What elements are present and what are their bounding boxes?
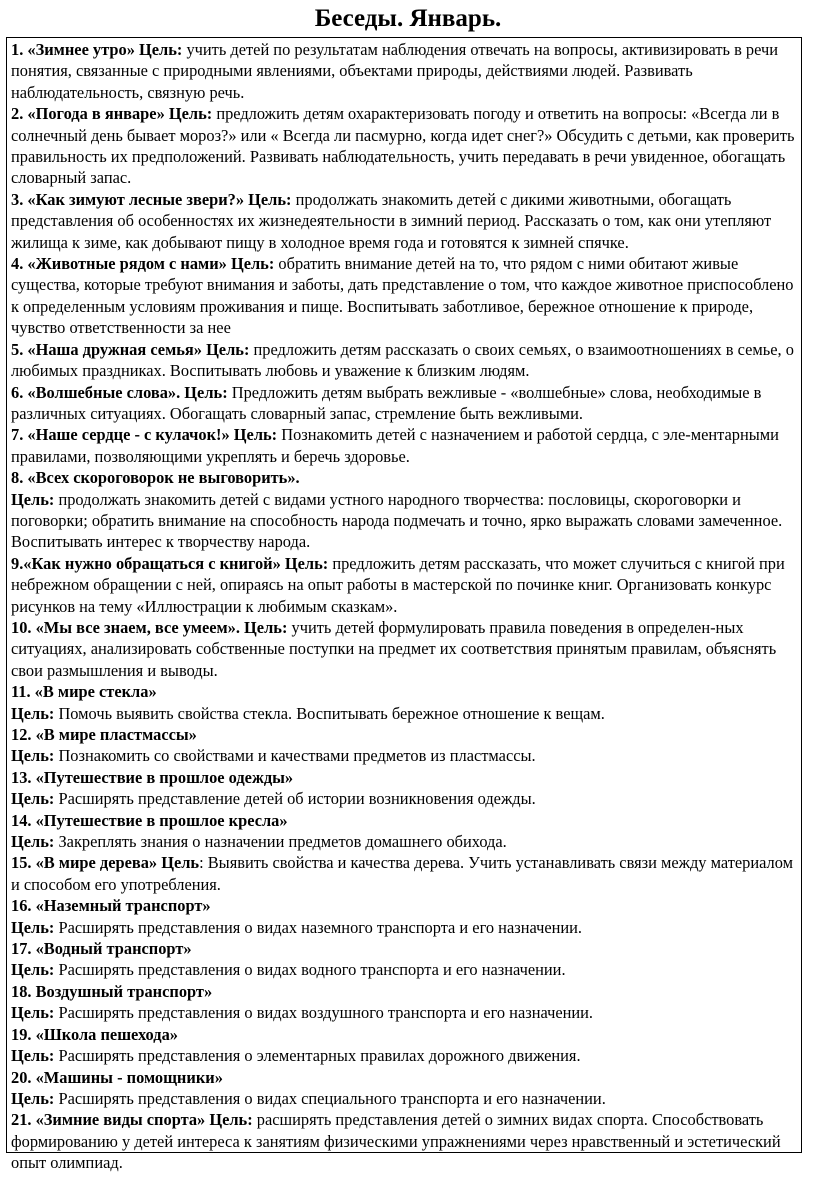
entry-15 [11,852,797,895]
entry-heading: 6. «Волшебные слова». Цель: [11,382,228,402]
entry-heading: 16. «Наземный транспорт» [11,896,211,916]
entry-text: Расширять представление детей об истории возникновения одежды. [54,789,536,809]
entry-12 [11,724,797,767]
entry-heading: 8. «Всех скороговорок не выговорить». [11,468,300,488]
entry-text: Познакомить со свойствами и качествами предметов из пластмассы. [54,746,536,766]
entry-17 [11,938,797,981]
entry-heading: 7. «Наше сердце - с кулачок!» Цель: [11,425,278,445]
entry-6 [11,382,797,425]
entry-heading: 3. «Как зимуют лесные звери?» Цель: [11,189,292,209]
entry-text: продолжать знакомить детей с дикими животными, обогащать представления об особенностях их жизнедеятельности в зимний период. Рассказать о том, как они утепляют жилища к зиме, как добывают пищу в холодное время года и готовятся к зимней спячке. [11,189,772,252]
entry-text: Закреплять знания о назначении предметов домашнего обихода. [54,832,507,852]
goal-label: Цель: [11,789,55,809]
entry-2 [11,103,797,189]
entry-heading: 5. «Наша дружная семья» Цель: [11,339,250,359]
entry-heading: 17. «Водный транспорт» [11,939,192,959]
goal-label: Цель: [11,703,55,723]
entry-11 [11,681,797,724]
entry-text: предложить детям рассказать, что может случиться с книгой при небрежном обращении с ней, опираясь на опыт работы в мастерской по починке книг. Организовать конкурс рисунков на тему «Иллюстрации к любимым сказкам». [11,553,785,616]
entry-heading: 20. «Машины - помощники» [11,1067,223,1087]
entry-text: Познакомить детей с назначением и работой сердца, с эле-ментарными правилами, позволяющими укреплять и беречь здоровье. [11,425,779,466]
entry-text: Расширять представления о видах воздушного транспорта и его назначении. [54,1003,594,1023]
entry-1 [11,39,797,103]
entry-heading: 12. «В мире пластмассы» [11,725,197,744]
goal-label: Цель: [11,960,55,980]
goal-label: Цель: [11,1088,55,1108]
entry-text: Расширять представления о элементарных правилах дорожного движения. [54,1046,581,1066]
page-title: Беседы. Январь. [314,5,502,32]
entry-14 [11,810,797,853]
entry-text: предложить детям охарактеризовать погоду и ответить на вопросы: «Всегда ли в солнечный день бывает мороз?» или « Всегда ли пасмурно, когда идет снег?» Обсудить с детьми, как проверить правильность их предположений. Развивать наблюдательность, учить передавать в речи увиденное, обогащать словарный запас. [11,104,795,188]
entry-heading: 2. «Погода в январе» Цель: [11,104,213,124]
entry-heading: 19. «Школа пешехода» [11,1024,178,1044]
entry-5 [11,339,797,382]
entry-18 [11,981,797,1024]
entry-16 [11,895,797,938]
entry-text: обратить внимание детей на то, что рядом с ними обитают живые существа, которые требуют внимания и заботы, дать представление о том, что каждое животное приспособлено к определенным условиям проживания и пище. Воспитывать заботливое, бережное отношение к природе, чувство ответственности за нее [11,254,794,338]
conversations-list [6,37,802,1173]
goal-label: Цель: [11,1003,55,1023]
goal-label: Цель: [11,489,55,509]
entry-text: Расширять представления о видах специального транспорта и его назначении. [54,1088,606,1108]
goal-label: Цель: [11,832,55,852]
entry-heading: 18. Воздушный транспорт» [11,981,213,1001]
entry-text: продолжать знакомить детей с видами устного народного творчества: пословицы, скороговорки и поговорки; обратить внимание на способность народа подмечать и точно, ярко выражать словами замеченное. Воспитывать интерес к творчеству народа. [11,489,783,552]
entry-19 [11,1024,797,1067]
entry-7 [11,424,797,467]
goal-label: Цель: [11,1046,55,1066]
entry-heading: 15. «В мире дерева» Цель [11,853,200,873]
entry-heading: 13. «Путешествие в прошлое одежды» [11,767,294,787]
goal-label: Цель: [11,917,55,937]
entry-text: Расширять представления о видах водного транспорта и его назначении. [54,960,566,980]
entry-text: Предложить детям выбрать вежливые - «волшебные» слова, необходимые в различных ситуациях. Обогащать словарный запас, стремление быть вежливыми. [11,382,762,423]
entry-heading: 10. «Мы все знаем, все умеем». Цель: [11,617,288,637]
entry-text: Помочь выявить свойства стекла. Воспитывать бережное отношение к вещам. [54,703,605,723]
entry-heading: 9.«Как нужно обращаться с книгой» Цель: [11,553,329,573]
entry-9 [11,553,797,617]
entry-text: расширять представления детей о зимних видах спорта. Способствовать формированию у детей интереса к занятиям физическими упражнениями через нравственный и эстетический опыт олимпиад. [11,1110,781,1173]
entry-text: учить детей по результатам наблюдения отвечать на вопросы, активизировать в речи понятия, связанные с природными явлениями, объектами природы, действиями людей. Развивать наблюдательность, связную речь. [11,40,778,102]
entry-3 [11,189,797,253]
entry-10 [11,617,797,681]
entry-heading: 21. «Зимние виды спорта» Цель: [11,1110,253,1130]
entry-text: учить детей формулировать правила поведения в определен-ных ситуациях, анализировать собственные поступки на предмет их соответствия принятым правилам, объяснять свои размышления и выводы. [11,617,777,680]
entry-text: : Выявить свойства и качества дерева. Учить устанавливать связи между материалом и способом его употребления. [11,853,793,894]
entry-heading: 1. «Зимнее утро» Цель: [11,40,183,59]
entry-21 [11,1109,797,1173]
entry-heading: 14. «Путешествие в прошлое кресла» [11,810,288,830]
entry-text: Расширять представления о видах наземного транспорта и его назначении. [54,917,583,937]
entry-4 [11,253,797,339]
entry-8 [11,467,797,553]
entry-20 [11,1067,797,1110]
goal-label: Цель: [11,746,55,766]
entry-13 [11,767,797,810]
entry-text: предложить детям рассказать о своих семьях, о взаимоотношениях в семье, о любимых праздниках. Воспитывать любовь и уважение к близким людям. [11,339,794,381]
entry-heading: 11. «В мире стекла» [11,682,157,702]
entry-heading: 4. «Животные рядом с нами» Цель: [11,254,275,274]
